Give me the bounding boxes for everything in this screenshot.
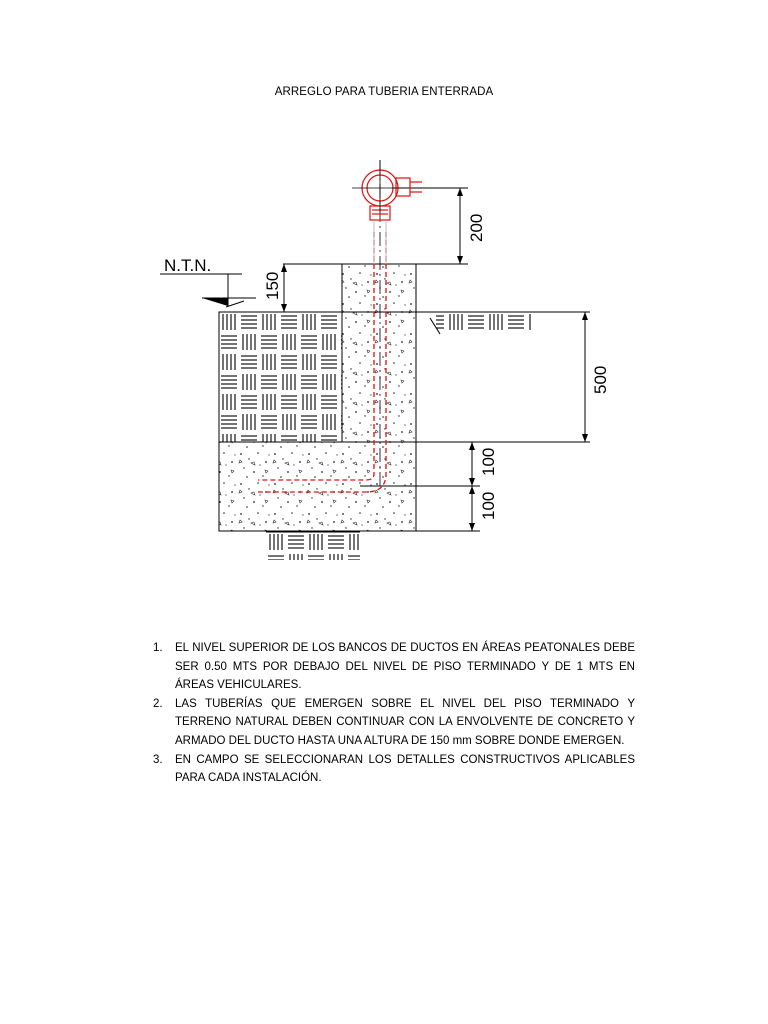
note-item: [153, 695, 635, 751]
svg-text:200: 200: [467, 213, 486, 242]
svg-text:100: 100: [479, 447, 498, 476]
dimension-100-upper: [469, 442, 498, 486]
envelope-in-soil: [342, 312, 416, 442]
dimension-500: [582, 312, 610, 442]
svg-text:500: 500: [591, 365, 610, 394]
soil-hatch: [219, 312, 342, 442]
ntn-level-marker: [160, 256, 256, 307]
page-title: ARREGLO PARA TUBERIA ENTERRADA: [274, 86, 494, 98]
svg-text:N.T.N.: N.T.N.: [164, 256, 212, 275]
note-item: [153, 639, 635, 695]
pipe-fitting: [362, 170, 422, 220]
base-soil-hatch: [266, 532, 360, 560]
dimension-150: [263, 264, 287, 312]
note-item: [153, 751, 635, 788]
note-text: LAS TUBERÍAS QUE EMERGEN SOBRE EL NIVEL DEL PISO TERMINADO Y TERRENO NATURAL DEBEN CONTINUAR CON LA ENVOLVENTE DE CONCRETO Y ARMADO DEL DUCTO HASTA UNA ALTURA DE 150 mm SOBRE DONDE EMERGEN.: [175, 697, 635, 747]
note-number: 3.: [153, 753, 163, 766]
note-number: 2.: [153, 697, 163, 710]
note-text: EL NIVEL SUPERIOR DE LOS BANCOS DE DUCTOS EN ÁREAS PEATONALES DEBE SER 0.50 MTS POR DEBAJO DEL NIVEL DE PISO TERMINADO Y DE 1 MTS EN ÁREAS VEHICULARES.: [175, 642, 635, 692]
envelope-above-grade: [342, 264, 416, 312]
note-number: 1.: [153, 642, 163, 654]
note-text: EN CAMPO SE SELECCIONARAN LOS DETALLES CONSTRUCTIVOS APLICABLES PARA CADA INSTALACIÓN.: [175, 753, 635, 785]
dimension-100-lower: [469, 486, 498, 531]
svg-text:150: 150: [263, 271, 282, 300]
ground-surface-right: [416, 312, 590, 334]
dimension-200: [457, 188, 486, 264]
notes-list: [153, 639, 635, 788]
svg-text:100: 100: [479, 491, 498, 520]
